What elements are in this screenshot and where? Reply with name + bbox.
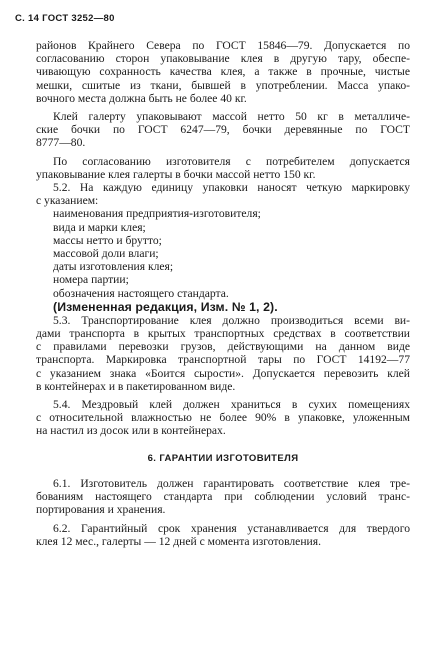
- paragraph-5-3: [36, 314, 410, 393]
- edition-note: (Измененная редакция, Изм. № 1, 2).: [53, 299, 278, 314]
- text-line: с относительной влажностью не более 90% в упаковке, уложенным: [36, 411, 410, 425]
- list-item: наименования предприятия-изготовителя;: [53, 207, 261, 221]
- paragraph-packaging-continued: [36, 39, 410, 105]
- text-line: на настил из досок или в контейнерах.: [36, 424, 226, 438]
- list-item: даты изготовления клея;: [53, 260, 174, 274]
- text-line: согласованию сторон упаковывание клея в другую тару, обеспе-: [36, 52, 410, 66]
- text-line: 5.2. На каждую единицу упаковки наносят четкую маркировку: [53, 181, 410, 195]
- list-item: номера партии;: [53, 273, 129, 287]
- paragraph-6-1: [36, 477, 410, 517]
- list-item: вида и марки клея;: [53, 220, 146, 234]
- page-header: С. 14 ГОСТ 3252—80: [15, 13, 115, 24]
- paragraph-5-2: [36, 181, 410, 207]
- text-line: районов Крайнего Севера по ГОСТ 15846—79. Допускается по: [36, 39, 410, 52]
- text-line: с правилами перевозки грузов, действующими на данном виде: [36, 340, 410, 354]
- text-line: упаковывание клея галерты в бочки массой нетто 150 кг.: [36, 167, 316, 181]
- paragraph-6-2: [36, 522, 410, 548]
- text-line: портирования и хранения.: [36, 503, 166, 517]
- text-line: 5.3. Транспортирование клея должно производиться всеми ви-: [53, 313, 410, 327]
- text-line: дами транспорта в крытых транспортных средствах в соответствии: [36, 327, 410, 341]
- text-line: чивающую сохранность качества клея, а также в прочные, чистые: [36, 65, 410, 79]
- text-line: бованиям настоящего стандарта при соблюдении условий транс-: [36, 490, 410, 504]
- text-line: транспорта. Маркировка транспортной тары по ГОСТ 14192—77: [36, 353, 410, 367]
- list-item: обозначения настоящего стандарта.: [53, 286, 229, 300]
- text-line: с указанием знака «Боится сырости». Допускается перевозить клей: [36, 366, 410, 380]
- paragraph-galerta-packaging: [36, 110, 410, 150]
- text-line: вочного места должна быть не более 40 кг.: [36, 91, 247, 105]
- text-line: в контейнерах и в пакетированном виде.: [36, 379, 236, 393]
- text-line: По согласованию изготовителя с потребителем допускается: [53, 154, 410, 168]
- text-line: 8777—80.: [36, 136, 86, 150]
- text-line: клея 12 мес., галерты — 12 дней с момента изготовления.: [36, 534, 321, 548]
- paragraph-agreement-packaging: [36, 155, 410, 181]
- paragraph-5-4: [36, 398, 410, 438]
- text-line: мешки, сшитые из ткани, бывшей в употреблении. Масса упако-: [36, 78, 410, 92]
- text-line: ские бочки по ГОСТ 6247—79, бочки деревянные по ГОСТ: [36, 123, 410, 137]
- text-line: 5.4. Мездровый клей должен храниться в сухих помещениях: [53, 398, 410, 412]
- text-line: 6.1. Изготовитель должен гарантировать соответствие клея тре-: [53, 476, 410, 490]
- document-body: [36, 39, 410, 548]
- marking-list: [36, 207, 410, 299]
- text-line: Клей галерту упаковывают массой нетто 50 кг в металличе-: [53, 110, 410, 124]
- section-title: 6. ГАРАНТИИ ИЗГОТОВИТЕЛЯ: [147, 452, 299, 464]
- list-item: массы нетто и брутто;: [53, 233, 162, 247]
- text-line: с указанием:: [36, 194, 99, 208]
- list-item: массовой доли влаги;: [53, 247, 159, 261]
- text-line: 6.2. Гарантийный срок хранения устанавливается для твердого: [53, 521, 410, 535]
